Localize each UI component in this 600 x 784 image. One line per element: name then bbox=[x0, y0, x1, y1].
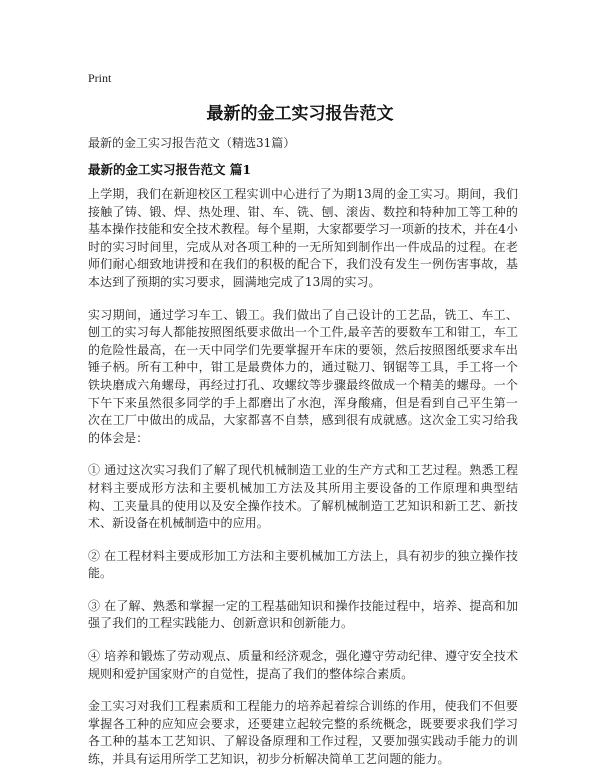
paragraph-point-3: ③ 在了解、熟悉和掌握一定的工程基础知识和操作技能过程中，培养、提高和加强了我们的工程实践能力、创新意识和创新能力。 bbox=[88, 598, 518, 631]
section-heading: 最新的金工实习报告范文 篇1 bbox=[88, 162, 252, 177]
document-title: 最新的金工实习报告范文 bbox=[206, 104, 394, 124]
paragraph-intro: 上学期，我们在新迎校区工程实训中心进行了为期13周的金工实习。期间，我们接触了铸、锻、焊、热处理、钳、车、铣、刨、滚齿、数控和特种加工等工种的基本操作技能和安全技术教程。每个星期，大家都要学习一项新的技术，并在4小时的实习时间里，完成从对各项工种的一无所知到制作出一件成品的过程。在老师们耐心细致地讲授和在我们的积极的配合下，我们没有发生一例伤害事故，基本达到了预期的实习要求，圆满地完成了13周的实习。 bbox=[88, 187, 518, 289]
paragraph-practice: 实习期间，通过学习车工、锻工。我们做出了自己设计的工艺品，铣工、车工、刨工的实习每人都能按照图纸要求做出一个工件,最辛苦的要数车工和钳工，车工的危险性最高，在一天中同学们先要掌握开车床的要领，然后按照图纸要求车出锤子柄。所有工种中，钳工是最费体力的，通过鞑刀、钢锯等工具，手工将一个铁块磨成六角螺母，再经过打孔、攻螺纹等步骤最终做成一个精美的螺母。一个下午下来虽然很多同学的手上都磨出了水泡，浑身酸痛，但是看到自己平生第一次在工厂中做出的成品，大家都喜不自禁，感到很有成就感。这次金工实习给我的体会是： bbox=[88, 307, 518, 445]
paragraph-point-4: ④ 培养和锻炼了劳动观点、质量和经济观念，强化遵守劳动纪律、遵守安全技术规则和爱护国家财产的自觉性，提高了我们的整体综合素质。 bbox=[88, 649, 518, 681]
paragraph-point-2: ② 在工程材料主要成形加工方法和主要机械加工方法上，具有初步的独立操作技能。 bbox=[88, 548, 518, 581]
print-label: Print bbox=[88, 71, 112, 85]
paragraph-conclusion: 金工实习对我们工程素质和工程能力的培养起着综合训练的作用，使我们不但要掌握各工种的应知应会要求，还要建立起较完整的系统概念，既要要求我们学习各工种的基本工艺知识、了解设备原理和工作过程，又要加强实践动手能力的训练，并具有运用所学工艺知识，初步分析解决简单工艺问题的能力。 bbox=[88, 699, 518, 767]
paragraph-point-1: ① 通过这次实习我们了解了现代机械制造工业的生产方式和工艺过程。熟悉工程材料主要成形方法和主要机械加工方法及其所用主要设备的工作原理和典型结构、工夹量具的使用以及安全操作技术。了解机械制造工艺知识和新工艺、新技术、新设备在机械制造中的应用。 bbox=[88, 463, 518, 531]
document-subtitle: 最新的金工实习报告范文（精选31篇） bbox=[88, 136, 296, 150]
article-body bbox=[88, 186, 518, 784]
